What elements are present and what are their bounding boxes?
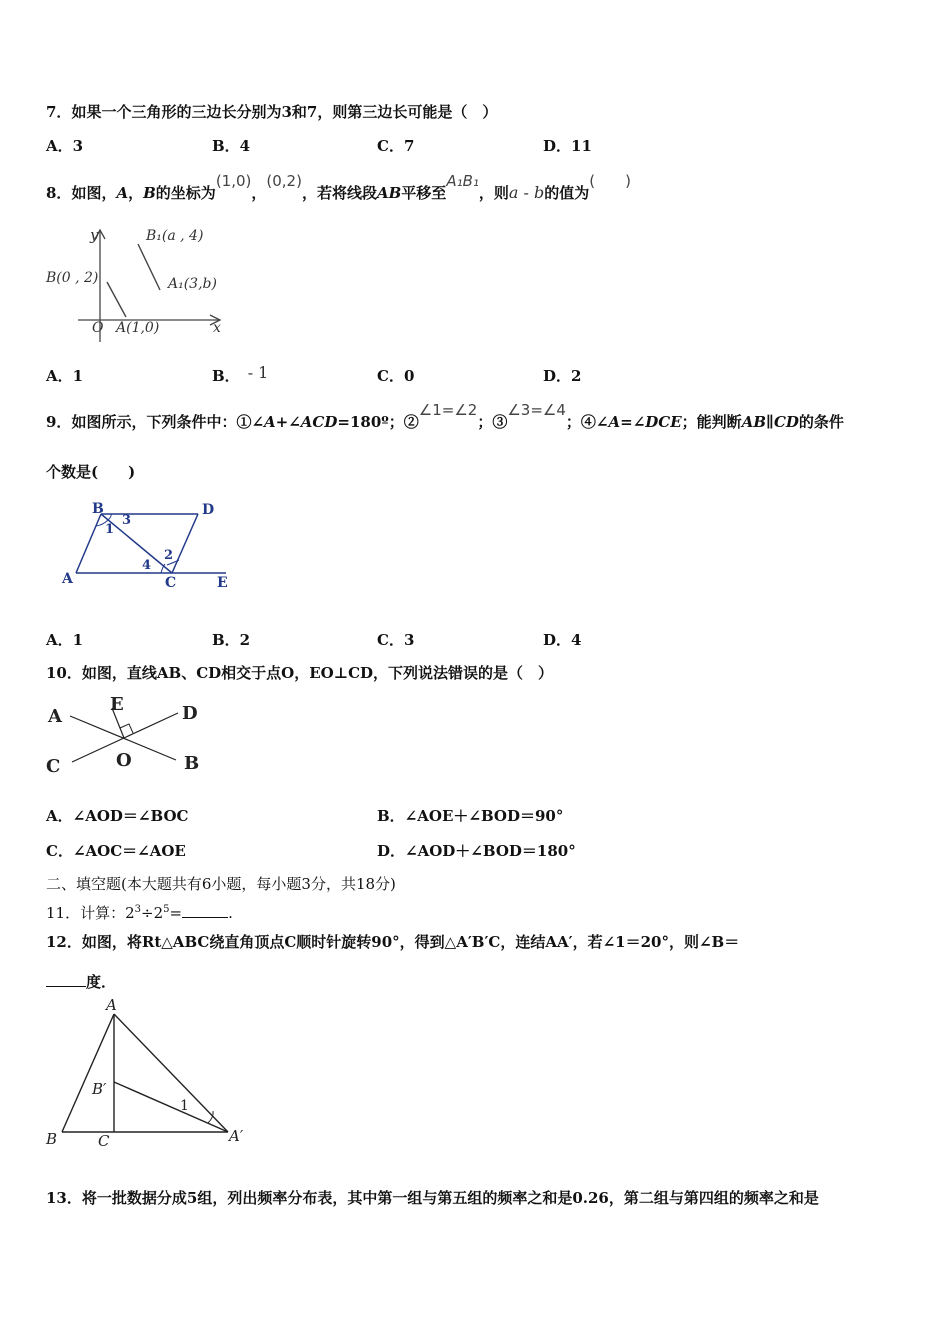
q8-option-b[interactable]: B． - 1	[212, 363, 269, 385]
q8-target-segment: A₁B₁	[446, 172, 479, 190]
q11-answer-blank[interactable]	[182, 903, 228, 918]
q12-label-c: C	[98, 1132, 110, 1150]
q12-figure	[42, 996, 257, 1152]
q13-number: 13．	[46, 1189, 82, 1207]
q8-label-a: A(1,0)	[116, 320, 160, 336]
q8-number: 8．	[46, 184, 72, 202]
q9-option-d[interactable]: D．4	[543, 631, 582, 649]
q12-number: 12．	[46, 933, 82, 951]
q9-label-1: 1	[105, 522, 115, 537]
q12-label-1: 1	[180, 1098, 189, 1114]
q9-stem: 9．如图所示，下列条件中：①∠A+∠ACD=180º；②∠1=∠2；③∠3=∠4；④∠A=∠DCE；能判断AB∥CD的条件	[46, 401, 844, 431]
q8-segment-a1b1	[138, 244, 160, 290]
q9-label-e: E	[217, 575, 228, 591]
q8-label-y: y	[90, 226, 99, 244]
q8-label-o: O	[92, 320, 104, 336]
q9-stem-line2: 个数是( )	[46, 463, 136, 481]
q9-figure	[58, 498, 238, 593]
q7-option-d[interactable]: D．11	[543, 137, 592, 155]
q7-option-c[interactable]: C．7	[377, 137, 415, 155]
q8-segment-ab	[107, 282, 126, 317]
section2-heading: 二、填空题(本大题共有6小题，每小题3分，共18分)	[46, 875, 396, 893]
q9-line-cd	[172, 514, 198, 573]
q12-stem-line2: 度．	[46, 972, 116, 992]
q10-label-b: B	[184, 753, 200, 774]
q10-number: 10．	[46, 664, 82, 682]
q10-label-o: O	[116, 750, 132, 771]
q9-label-3: 3	[122, 513, 132, 528]
q9-option-c[interactable]: C．3	[377, 631, 415, 649]
q10-label-c: C	[46, 756, 61, 777]
q7-option-a[interactable]: A．3	[46, 137, 84, 155]
q8-expression: a - b	[508, 183, 545, 202]
q10-option-d[interactable]: D．∠AOD＋∠BOD＝180°	[377, 842, 576, 860]
q7-option-b[interactable]: B．4	[212, 137, 251, 155]
q9-line-ab	[76, 514, 101, 573]
q12-label-b: B	[46, 1130, 58, 1148]
q8-label-x: x	[213, 320, 221, 336]
q10-stem: 10．如图，直线AB、CD相交于点O，EO⊥CD，下列说法错误的是（ ）	[46, 664, 554, 682]
q9-option-a[interactable]: A．1	[46, 631, 84, 649]
q12-side-bpap	[114, 1082, 228, 1132]
q8-coord-a: (1,0)	[215, 172, 252, 190]
q12-label-bprime: B′	[92, 1080, 107, 1098]
q9-condition-3: ∠3=∠4	[507, 401, 566, 419]
q8-option-c[interactable]: C．0	[377, 367, 415, 385]
q9-condition-2: ∠1=∠2	[418, 401, 478, 419]
q10-option-c[interactable]: C．∠AOC＝∠AOE	[46, 842, 186, 860]
q9-option-b[interactable]: B．2	[212, 631, 251, 649]
q12-answer-blank[interactable]	[46, 972, 86, 987]
q10-option-b[interactable]: B．∠AOE＋∠BOD＝90°	[377, 807, 564, 825]
q7-number: 7．	[46, 103, 72, 121]
q9-label-a: A	[62, 571, 73, 587]
q8-figure	[44, 220, 234, 345]
q8-label-b1: B₁(a , 4)	[146, 228, 204, 244]
q13-stem: 13．将一批数据分成5组，列出频率分布表，其中第一组与第五组的频率之和是0.26，第二组与第四组的频率之和是	[46, 1189, 819, 1207]
q11-number: 11．	[46, 904, 81, 922]
q12-side-ab	[62, 1014, 114, 1132]
q11-stem: 11．计算：$2^3\div 2^5=$ .	[46, 904, 233, 922]
q10-option-a[interactable]: A．∠AOD＝∠BOC	[46, 807, 189, 825]
q9-label-4: 4	[142, 558, 152, 573]
q12-label-a: A	[106, 996, 117, 1014]
q12-stem: 12．如图，将Rt△ABC绕直角顶点C顺时针旋转90°，得到△A′B′C，连结AA′，若∠1＝20°，则∠B＝	[46, 933, 740, 951]
q10-label-d: D	[182, 703, 198, 724]
q7-stem: 7．如果一个三角形的三边长分别为3和7，则第三边长可能是（ ）	[46, 103, 498, 121]
q9-label-c: C	[165, 575, 177, 591]
q8-option-b-value: - 1	[247, 363, 269, 382]
q9-angle-mark-3	[108, 514, 111, 520]
q9-number: 9．	[46, 413, 72, 431]
q8-coord-b: (0,2)	[266, 172, 302, 190]
q9-label-2: 2	[164, 548, 174, 563]
q12-side-aap	[114, 1014, 228, 1132]
q9-label-d: D	[202, 502, 215, 518]
q8-label-b: B(0 , 2)	[46, 270, 99, 286]
q8-option-a[interactable]: A．1	[46, 367, 84, 385]
q8-label-a1: A₁(3,b)	[168, 276, 217, 292]
q8-option-d[interactable]: D．2	[543, 367, 582, 385]
q10-label-e: E	[110, 694, 124, 715]
q10-figure	[44, 692, 214, 782]
q9-label-b: B	[92, 501, 104, 517]
q8-stem: 8．如图，A，B的坐标为(1,0)，(0,2)，若将线段AB平移至A₁B₁，则a - b的值为( )	[46, 172, 631, 202]
q10-label-a: A	[48, 706, 62, 727]
q12-label-aprime: A′	[229, 1127, 244, 1145]
